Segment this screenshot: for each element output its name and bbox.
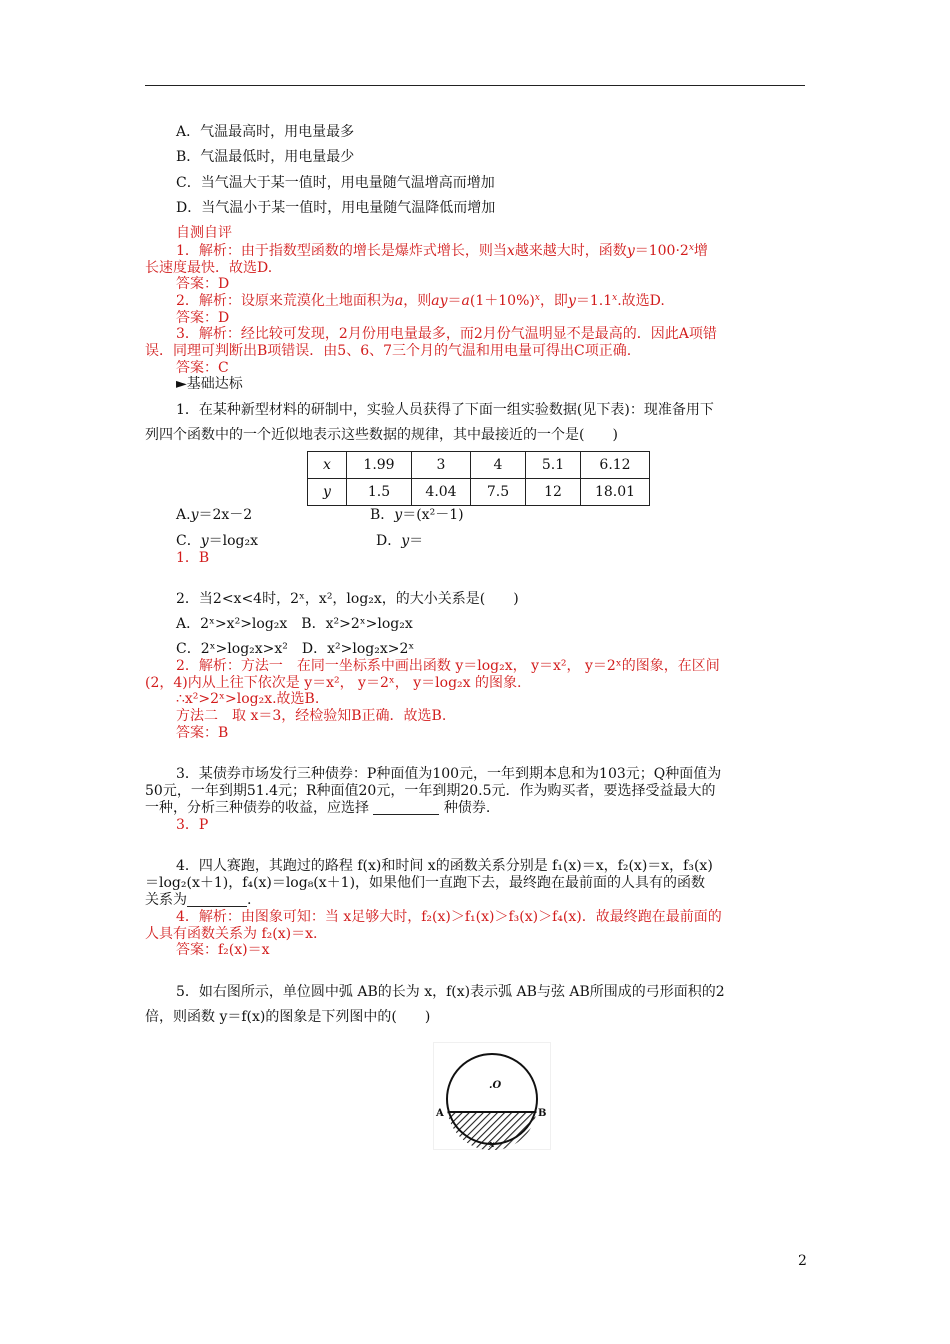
point-a-label: A	[436, 1108, 444, 1119]
table-cell: 18.01	[581, 479, 650, 506]
self-test-1-line2: 长速度最快．故选D.	[145, 260, 273, 276]
prev-option-c: C．当气温大于某一值时，用电量随气温增高而增加	[176, 175, 495, 191]
table-row	[308, 479, 650, 506]
table-cell: 12	[526, 479, 581, 506]
table-cell: 5.1	[526, 452, 581, 479]
q4-line2: ＝log₂(x＋1)，f₄(x)＝log₈(x＋1)，如果他们一直跑下去，最终跑在最前面的人具有的函数	[145, 875, 706, 891]
table-cell: 4	[471, 452, 526, 479]
q1-line1: 1．在某种新型材料的研制中，实验人员获得了下面一组实验数据(见下表)：现准备用下	[176, 402, 714, 418]
prev-option-b: B．气温最低时，用电量最少	[176, 149, 355, 165]
q4-answer: 答案：f₂(x)＝x	[176, 942, 270, 958]
q1-option-b: B．y＝(x²－1)	[370, 507, 464, 523]
q1-option-a: A.y＝2x－2	[176, 507, 253, 523]
self-test-1-line1: 1．解析：由于指数型函数的增长是爆炸式增长，则当x越来越大时，函数$y=100\cdot 2^x$增	[176, 243, 708, 259]
q2-line1: 2．当2<x<4时，2ˣ，x²，log₂x，的大小关系是( )	[176, 591, 519, 607]
q1-answer: 1．B	[176, 550, 210, 566]
header-rule	[145, 85, 805, 86]
table-cell: 1.99	[347, 452, 412, 479]
basic-heading: ►基础达标	[176, 376, 243, 392]
table-cell: 7.5	[471, 479, 526, 506]
q3-line2: 50元，一年到期51.4元；R种面值20元，一年到期20.5元．作为购买者，要选择受益最大的	[145, 783, 716, 799]
q3-answer-blank	[373, 800, 439, 815]
q3-line1: 3．某债券市场发行三种债券：P种面值为100元，一年到期本息和为103元；Q种面值为	[176, 766, 722, 782]
self-test-3-answer: 答案：C	[176, 360, 229, 376]
q4-line3: 关系为 .	[145, 892, 252, 908]
q2-options-cd: C．2ˣ>log₂x>x² D．x²>log₂x>2ˣ	[176, 641, 415, 657]
self-test-heading: 自测自评	[176, 225, 232, 241]
table-header-cell: y	[308, 479, 347, 506]
q2-solution-line1: 2．解析：方法一 在同一坐标系中画出函数 y＝log₂x， y＝x²， y＝2ˣ的图象，在区间	[176, 658, 720, 674]
q4-solution-line1: 4．解析：由图象可知：当 x足够大时，f₂(x)＞f₁(x)＞f₃(x)＞f₄(x)．故最终跑在最前面的	[176, 909, 722, 925]
page-number: 2	[798, 1253, 807, 1269]
q2-answer: 答案：B	[176, 725, 229, 741]
prev-option-a: A．气温最高时，用电量最多	[176, 124, 355, 140]
table-row	[308, 452, 650, 479]
table-cell: 4.04	[412, 479, 471, 506]
q1-option-c: C．y＝log₂x	[176, 533, 259, 549]
point-b-label: B	[538, 1108, 547, 1119]
center-label: .O	[489, 1080, 502, 1091]
table-cell: 6.12	[581, 452, 650, 479]
self-test-3-line1: 3．解析：经比较可发现，2月份用电量最多，而2月份气温明显不是最高的．因此A项错	[176, 326, 717, 342]
table-header-cell: x	[308, 452, 347, 479]
table-cell: 1.5	[347, 479, 412, 506]
q2-solution-line4: 方法二 取 x＝3，经检验知B正确．故选B.	[176, 708, 447, 724]
self-test-2-answer: 答案：D	[176, 310, 230, 326]
q1-data-table	[307, 451, 650, 506]
self-test-2-line1: 2．解析：设原来荒漠化土地面积为a，则$ay=a(1+10\%)^x$，即$y=1.1^x$.故选D.	[176, 293, 665, 309]
q4-solution-line2: 人具有函数关系为 f₂(x)＝x.	[145, 926, 318, 942]
q4-line1: 4．四人赛跑，其跑过的路程 f(x)和时间 x的函数关系分别是 f₁(x)＝x，f₂(x)＝x，f₃(x)	[176, 858, 713, 874]
prev-option-d: D．当气温小于某一值时，用电量随气温降低而增加	[176, 200, 496, 216]
circle-segment-figure	[433, 1042, 551, 1150]
q2-options-ab: A．2ˣ>x²>log₂x B．x²>2ˣ>log₂x	[176, 616, 413, 632]
q5-line1: 5．如右图所示，单位圆中弧 AB的长为 x，f(x)表示弧 AB与弦 AB所围成的弓形面积的2	[176, 984, 725, 1000]
q1-line2: 列四个函数中的一个近似地表示这些数据的规律，其中最接近的一个是( )	[145, 427, 618, 443]
table-cell: 3	[412, 452, 471, 479]
q5-line2: 倍，则函数 y＝f(x)的图象是下列图中的( )	[145, 1009, 431, 1025]
arc-x-label: x	[489, 1140, 495, 1150]
q2-solution-line2: (2，4)内从上往下依次是 y＝x²， y＝2ˣ， y＝log₂x 的图象.	[145, 675, 522, 691]
q3-line3: 一种，分析三种债券的收益，应选择 种债券.	[145, 800, 491, 816]
q2-solution-line3: ∴x²>2ˣ>log₂x.故选B.	[176, 691, 320, 707]
self-test-1-answer: 答案：D	[176, 276, 230, 292]
q4-answer-blank	[187, 892, 247, 907]
q3-answer: 3．P	[176, 817, 209, 833]
q1-option-d: D．y＝	[376, 533, 424, 549]
self-test-3-line2: 误．同理可判断出B项错误．由5、6、7三个月的气温和用电量可得出C项正确.	[145, 343, 632, 359]
